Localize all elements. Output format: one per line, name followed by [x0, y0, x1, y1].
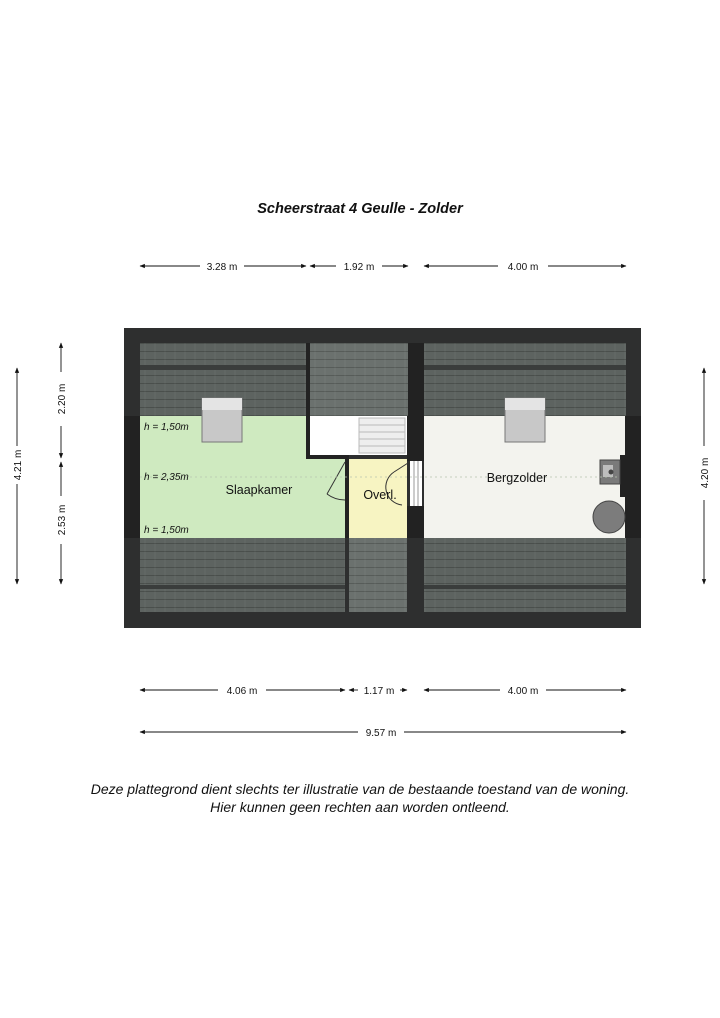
roof-bottom-middle	[349, 538, 407, 612]
room-label-slaapkamer: Slaapkamer	[225, 483, 293, 497]
water-heater-icon	[593, 501, 625, 533]
dim-top-2: 1.92 m	[343, 262, 375, 273]
dim-left-outer: 4.21 m	[13, 449, 24, 481]
roof-bottom-right	[424, 538, 626, 612]
room-label-bergzolder: Bergzolder	[486, 471, 548, 485]
boiler-icon	[600, 460, 620, 484]
roof-bottom-left	[140, 538, 345, 612]
dim-bottom-3: 4.00 m	[507, 686, 539, 697]
plan-title: Scheerstraat 4 Geulle - Zolder	[257, 201, 463, 217]
disclaimer-line-2: Hier kunnen geen rechten aan worden ontleend.	[210, 799, 510, 815]
roof-top-middle	[310, 343, 408, 416]
disclaimer	[0, 780, 720, 816]
dim-right-label: 4.20 m	[700, 457, 711, 489]
dim-top-3: 4.00 m	[507, 262, 539, 273]
room-label-overloop: Overl.	[363, 488, 397, 502]
height-label-top: h = 1,50m	[144, 422, 189, 433]
dim-left-inner-1: 2.20 m	[57, 383, 68, 415]
dim-total: 9.57 m	[365, 728, 397, 739]
dim-bottom-1: 4.06 m	[226, 686, 258, 697]
height-label-middle: h = 2,35m	[144, 472, 189, 483]
dim-left-inner-2: 2.53 m	[57, 504, 68, 536]
height-label-bottom: h = 1,50m	[144, 525, 189, 536]
dim-bottom-2: 1.17 m	[363, 686, 395, 697]
dim-top-1: 3.28 m	[206, 262, 238, 273]
stair-treads	[359, 418, 405, 453]
disclaimer-line-1: Deze plattegrond dient slechts ter illustratie van de bestaande toestand van de woning.	[90, 781, 630, 797]
